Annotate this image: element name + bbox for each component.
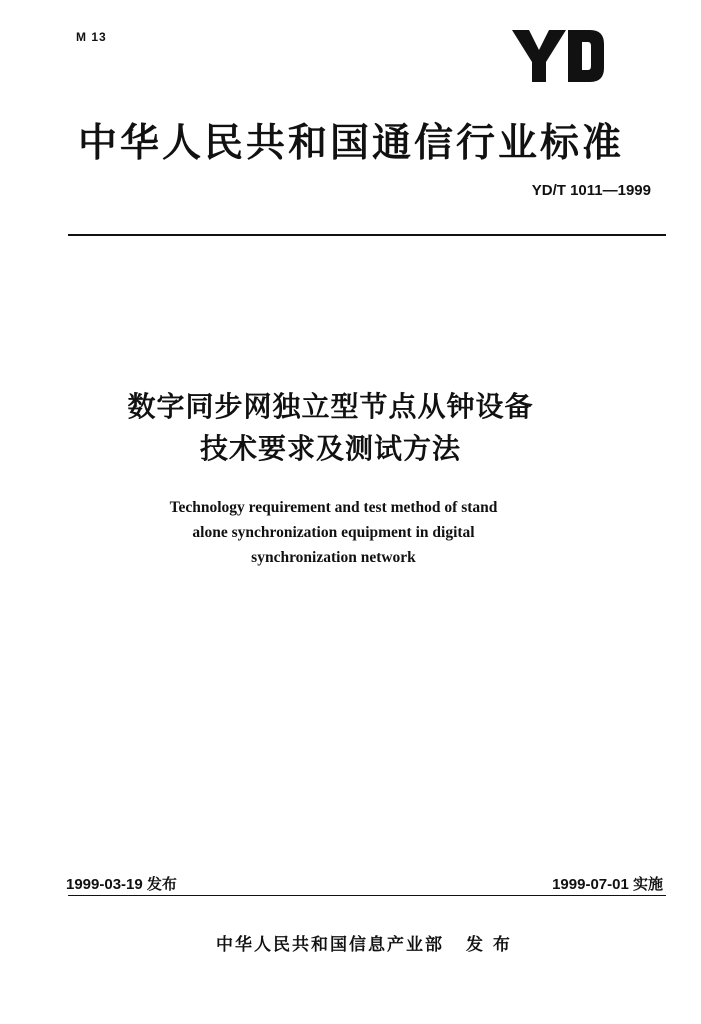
- english-title-line-2: alone synchronization equipment in digital: [192, 524, 475, 541]
- top-divider: [68, 234, 666, 236]
- yd-logo: [512, 26, 608, 84]
- publish-date: 1999-03-19 发布: [66, 876, 177, 893]
- publisher-name: 中华人民共和国信息产业部: [216, 935, 444, 955]
- publisher: [216, 930, 512, 955]
- chinese-title: [0, 386, 701, 470]
- chinese-title-line-2: 技术要求及测试方法: [199, 432, 461, 465]
- chinese-title-line-1: 数字同步网独立型节点从钟设备: [127, 390, 534, 423]
- classification-code: M 13: [76, 30, 107, 44]
- bottom-divider: [68, 895, 666, 896]
- publisher-action: 发 布: [466, 935, 512, 955]
- english-title: [0, 495, 701, 570]
- implementation-date: 1999-07-01 实施: [552, 876, 663, 893]
- issuing-organization-title: 中华人民共和国通信行业标准: [78, 121, 625, 166]
- english-title-line-3: synchronization network: [251, 549, 416, 566]
- english-title-line-1: Technology requirement and test method of stand: [169, 499, 498, 516]
- standard-number: YD/T 1011—1999: [531, 182, 651, 199]
